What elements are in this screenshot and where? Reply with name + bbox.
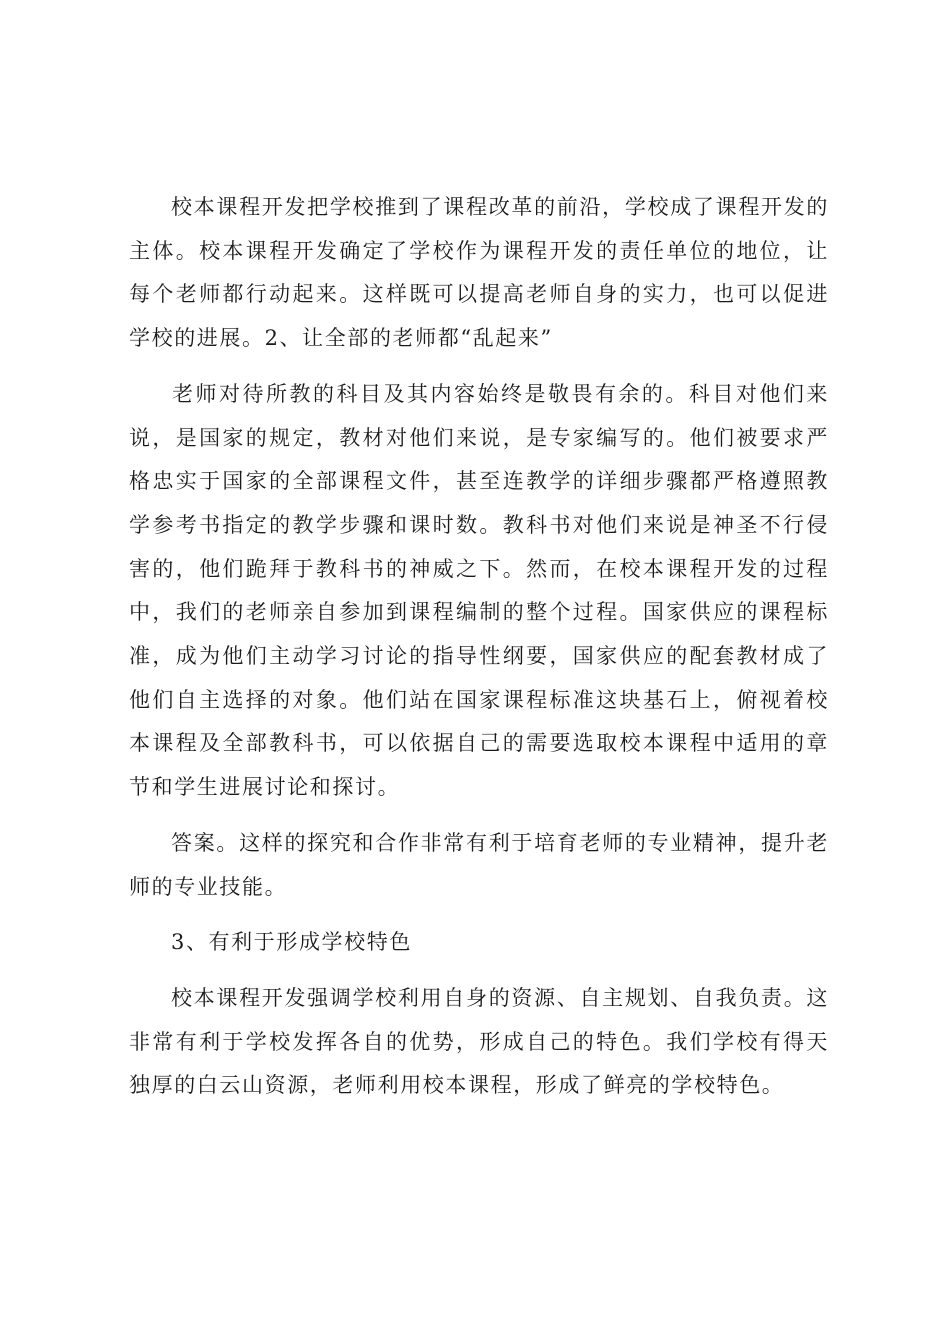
paragraph-3: 答案。这样的探究和合作非常有利于培育老师的专业精神，提升老师的专业技能。: [129, 830, 829, 899]
section-heading-3: 3、有利于形成学校特色: [171, 930, 412, 955]
paragraph-1: 校本课程开发把学校推到了课程改革的前沿，学校成了课程开发的主体。校本课程开发确定了学校作为课程开发的责任单位的地位，让每个老师都行动起来。这样既可以提高老师自身的实力，也可以促进学校的进展。2、让全部的老师都“乱起来”: [129, 195, 829, 351]
paragraph-2: 老师对待所教的科目及其内容始终是敬畏有余的。科目对他们来说，是国家的规定，教材对他们来说，是专家编写的。他们被要求严格忠实于国家的全部课程文件，甚至连教学的详细步骤都严格遵照教学参考书指定的教学步骤和课时数。教科书对他们来说是神圣不行侵害的，他们跪拜于教科书的神威之下。然而，在校本课程开发的过程中，我们的老师亲自参加到课程编制的整个过程。国家供应的课程标准，成为他们主动学习讨论的指导性纲要，国家供应的配套教材成了他们自主选择的对象。他们站在国家课程标准这块基石上，俯视着校本课程及全部教科书，可以依据自己的需要选取校本课程中适用的章节和学生进展讨论和探讨。: [129, 381, 829, 800]
document-body: [129, 186, 829, 1120]
paragraph-4: 校本课程开发强调学校利用自身的资源、自主规划、自我负责。这非常有利于学校发挥各自的优势，形成自己的特色。我们学校有得天独厚的白云山资源，老师利用校本课程，形成了鲜亮的学校特色。: [129, 985, 829, 1098]
